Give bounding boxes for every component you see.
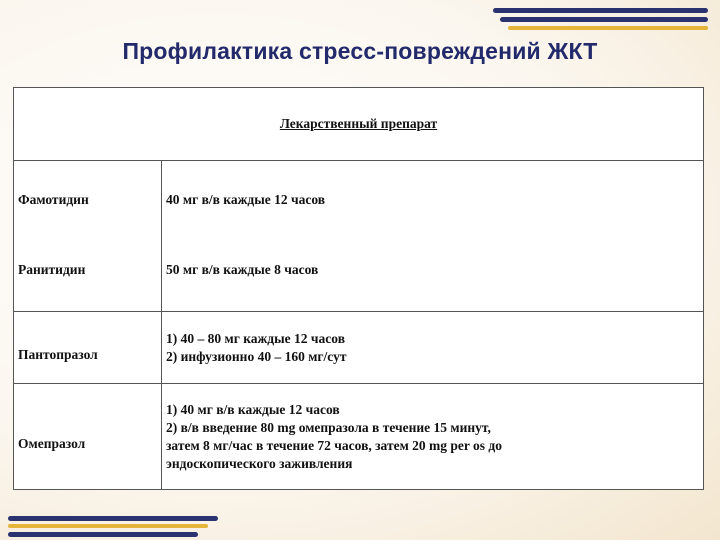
table-row — [14, 312, 704, 384]
dose-line: 2) в/в введение 80 mg омепразола в течение 15 минут, — [166, 419, 491, 435]
dose-line: 1) 40 мг в/в каждые 12 часов — [166, 401, 340, 417]
dose-text: 50 мг в/в каждые 8 часов — [166, 262, 319, 277]
dose-line: 1) 40 – 80 мг каждые 12 часов — [166, 330, 345, 346]
drug-name-cell: Пантопразол — [14, 312, 162, 384]
table-row — [14, 384, 704, 490]
drug-table — [13, 87, 704, 490]
dose-text: 40 мг в/в каждые 12 часов — [166, 192, 326, 207]
page-title: Профилактика стресс-повреждений ЖКТ — [122, 38, 598, 64]
top-right-stripe-2 — [500, 17, 708, 22]
bottom-left-stripe-2 — [8, 524, 208, 528]
dose-cell — [162, 384, 704, 490]
table-header-cell: Лекарственный препарат — [14, 88, 704, 161]
bottom-left-stripe-3 — [8, 532, 198, 537]
bottom-left-stripe-1 — [8, 516, 218, 521]
top-right-stripe-1 — [493, 8, 708, 13]
top-right-stripe-3 — [508, 26, 708, 30]
dose-line: затем 8 мг/час в течение 72 часов, затем 20 mg per os до — [166, 437, 502, 453]
dose-cell — [162, 161, 704, 312]
table-row — [14, 161, 704, 312]
drug-name-cell: Омепразол — [14, 384, 162, 490]
dose-line: 2) инфузионно 40 – 160 мг/сут — [166, 348, 347, 364]
dose-cell — [162, 312, 704, 384]
drug-name: Фамотидин — [18, 192, 89, 207]
table-header-row — [14, 88, 704, 161]
drug-name: Ранитидин — [18, 262, 86, 277]
dose-line: эндоскопического заживления — [166, 455, 353, 471]
drug-name-cell — [14, 161, 162, 312]
